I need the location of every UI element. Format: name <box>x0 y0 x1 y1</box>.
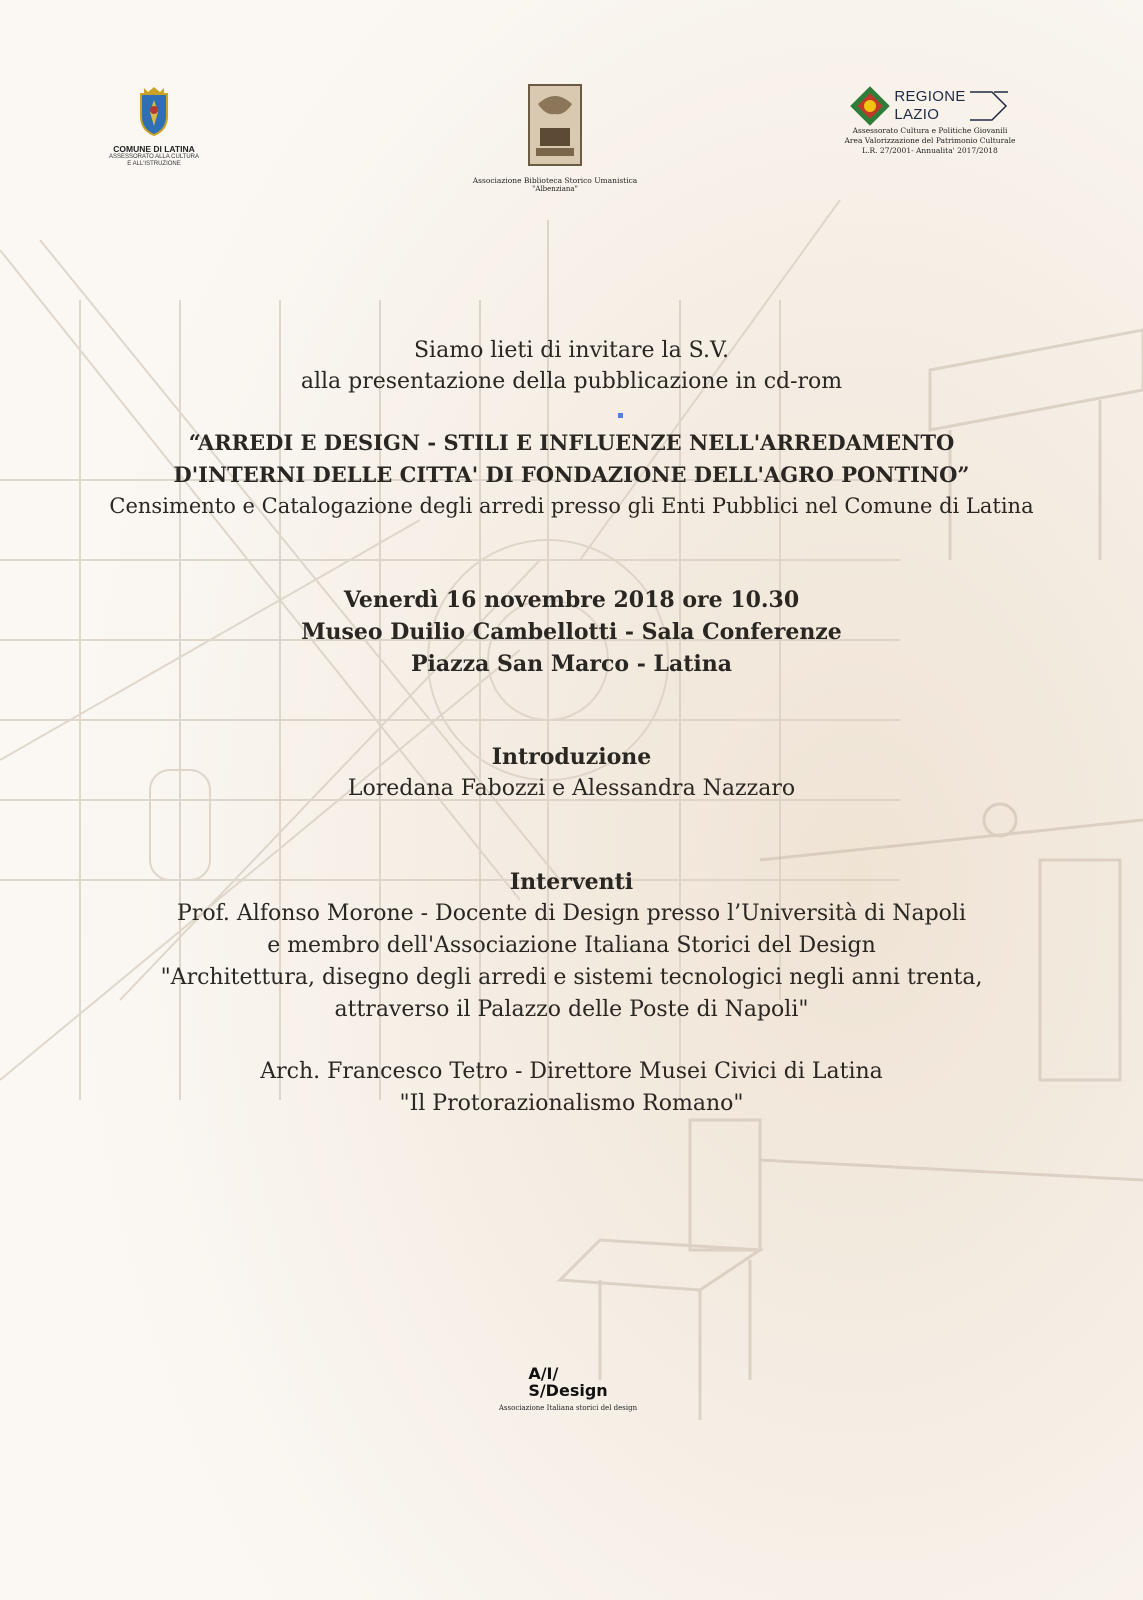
comune-latina-logo <box>100 86 208 168</box>
speaker1-talk-line2: attraverso il Palazzo delle Poste di Napoli" <box>334 997 809 1022</box>
introduzione-speakers: Loredana Fabozzi e Alessandra Nazzaro <box>347 776 796 801</box>
speaker2-talk: "Il Protorazionalismo Romano" <box>399 1091 744 1116</box>
regione-line1: Assessorato Cultura e Politiche Giovanili <box>852 126 1008 135</box>
regione-emblem-icon <box>850 86 890 126</box>
aisd-mark <box>528 1365 607 1399</box>
aisd-caption: Associazione Italiana storici del design <box>498 1404 638 1412</box>
regione-lazio-logo <box>820 86 1040 156</box>
regione-line2: Area Valorizzazione del Patrimonio Culturale <box>844 136 1016 145</box>
event-date: Venerdì 16 novembre 2018 ore 10.30 <box>343 587 800 613</box>
speaker2-line1: Arch. Francesco Tetro - Direttore Musei Civici di Latina <box>260 1059 883 1084</box>
regione-word1: REGIONE <box>894 88 966 105</box>
speaker1-line2: e membro dell'Associazione Italiana Storici del Design <box>267 933 876 958</box>
associazione-logo <box>440 84 670 193</box>
title-subtitle: Censimento e Catalogazione degli arredi presso gli Enti Pubblici nel Comune di Latina <box>109 494 1034 518</box>
event-venue: Museo Duilio Cambellotti - Sala Conferenze <box>301 619 842 645</box>
associazione-line1: Associazione Biblioteca Storico Umanistica <box>472 176 638 185</box>
speaker1-line1: Prof. Alfonso Morone - Docente di Design presso l’Università di Napoli <box>177 901 966 926</box>
title-line1: “ARREDI E DESIGN - STILI E INFLUENZE NELL'ARREDAMENTO <box>188 430 955 455</box>
interventi-heading: Interventi <box>509 869 634 895</box>
regione-wordmark <box>894 88 965 124</box>
introduzione-heading: Introduzione <box>491 744 652 770</box>
event-address: Piazza San Marco - Latina <box>410 651 733 677</box>
comune-name: COMUNE DI LATINA <box>113 144 195 154</box>
engraving-icon <box>528 84 582 166</box>
aisd-mark-line1: A/I/ <box>528 1364 559 1383</box>
invite-line2: alla presentazione della pubblicazione in cd-rom <box>300 369 843 394</box>
aisd-mark-line2: S/Design <box>528 1381 608 1400</box>
comune-sub1: ASSESSORATO ALLA CULTURA <box>108 154 200 160</box>
title-line2: D'INTERNI DELLE CITTA' DI FONDAZIONE DELL'AGRO PONTINO” <box>173 462 970 487</box>
invite-line1: Siamo lieti di invitare la S.V. <box>413 338 729 363</box>
cursor-marker <box>618 413 623 418</box>
comune-sub2: E ALL'ISTRUZIONE <box>127 161 181 167</box>
speaker1-talk-line1: "Architettura, disegno degli arredi e sistemi tecnologici negli anni trenta, <box>160 965 983 990</box>
aisd-logo <box>478 1365 658 1412</box>
regione-line3: L.R. 27/2001- Annualita' 2017/2018 <box>862 146 998 155</box>
crest-icon <box>136 86 172 136</box>
associazione-line2: "Albenziana" <box>532 185 578 193</box>
regione-word2: LAZIO <box>894 106 940 123</box>
regione-arrow-icon <box>970 86 1010 126</box>
